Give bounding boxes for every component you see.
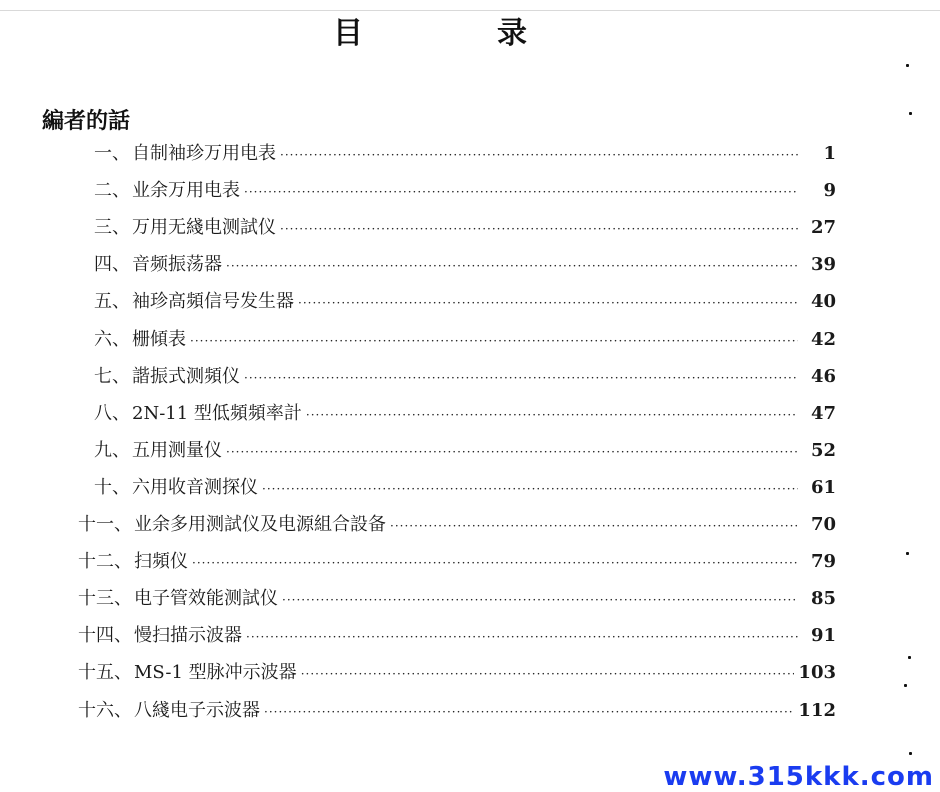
toc-row [78,696,836,726]
toc-row [78,584,836,614]
toc-leader-dots [298,288,798,318]
toc-chapter-number: 九、 [94,439,130,461]
toc-chapter-number: 十四、 [78,625,132,647]
toc-row [94,213,836,243]
toc-chapter-title: 袖珍高頻信号发生器 [132,291,294,313]
toc-page-number: 1 [823,143,836,164]
toc-page-number: 40 [810,291,836,313]
preface-heading: 編者的話 [42,109,131,134]
toc-chapter-number: 十五、 [78,662,132,684]
scan-speck [904,684,907,687]
toc-chapter-title: 扫頻仪 [134,551,188,573]
toc-leader-dots [262,474,798,504]
toc-chapter-title: 自制袖珍万用电表 [132,143,276,164]
toc-row [94,139,836,169]
toc-page-number: 46 [810,365,836,387]
toc-leader-dots [301,659,795,689]
toc-leader-dots [282,585,798,615]
toc-chapter-number: 十一、 [78,514,132,535]
toc-chapter-number: 十三、 [78,588,132,610]
toc-chapter-title: 八綫电子示波器 [134,699,260,721]
toc-chapter-number: 四、 [94,254,130,276]
toc-chapter-number: 十六、 [78,699,132,721]
toc-row [94,362,836,392]
toc-chapter-number: 十二、 [78,551,132,573]
toc-page-number: 85 [810,588,836,610]
toc-chapter-title: 业余万用电表 [132,180,240,202]
toc-page-number: 52 [810,439,836,461]
toc-row [94,250,836,280]
toc-leader-dots [306,400,798,430]
toc-row [78,621,836,651]
toc-chapter-number: 七、 [94,365,130,387]
toc-row [94,436,836,466]
toc-chapter-title: 音频振荡器 [132,254,222,276]
toc-chapter-number: 八、 [94,402,130,424]
toc-chapter-title: 万用无綫电测試仪 [132,217,276,239]
toc-page-number: 79 [810,551,836,573]
toc-row [94,176,836,206]
scan-speck [906,64,909,67]
scan-speck [909,112,912,115]
toc-chapter-title: 慢扫描示波器 [134,625,242,647]
page-title: 目 录 [333,16,579,51]
toc-chapter-title: 业余多用测試仪及电源組合設备 [134,514,386,535]
toc-row [94,473,836,503]
toc-page-number: 47 [810,402,836,424]
toc-page-number: 42 [810,328,836,350]
toc-page-number: 61 [810,476,836,498]
toc-chapter-title: 六用收音测探仪 [132,476,258,498]
toc-page-number: 27 [810,217,836,239]
scan-speck [909,752,912,755]
toc-chapter-title: 五用测量仪 [132,439,222,461]
toc-page-number: 70 [810,514,836,535]
scan-speck [908,656,911,659]
toc-leader-dots [226,251,798,281]
toc-chapter-number: 三、 [94,217,130,239]
toc-leader-dots [190,326,798,356]
toc-leader-dots [246,622,798,652]
toc-row [94,325,836,355]
toc-row [94,399,836,429]
toc-page-number: 9 [823,180,836,202]
toc-row [78,547,836,577]
toc-leader-dots [280,140,798,170]
toc-leader-dots [264,697,794,727]
toc-chapter-title: 栅傾表 [132,328,186,350]
toc-chapter-number: 二、 [94,180,130,202]
toc-chapter-title: 2N-11 型低頻頻率計 [132,402,302,424]
scan-speck [906,552,909,555]
toc-chapter-number: 五、 [94,291,130,313]
toc-chapter-title: MS-1 型脉冲示波器 [134,662,297,684]
toc-chapter-title: 电子管效能测試仪 [134,588,278,610]
toc-leader-dots [192,548,798,578]
toc-row [78,658,836,688]
toc-leader-dots [390,511,798,541]
toc-page-number: 39 [810,254,836,276]
toc-leader-dots [244,177,798,207]
toc-leader-dots [226,437,798,467]
toc-chapter-number: 十、 [94,476,130,498]
toc-leader-dots [244,363,798,393]
toc-chapter-title: 諧振式测頻仪 [132,365,240,387]
watermark-url: www.315kkk.com [663,762,934,792]
toc-row [94,287,836,317]
toc-leader-dots [280,214,798,244]
toc-row [78,510,836,540]
toc-chapter-number: 六、 [94,328,130,350]
toc-page-number: 103 [798,662,836,684]
toc-page-number: 112 [798,699,836,721]
toc-chapter-number: 一、 [94,143,130,164]
toc-page-number: 91 [810,625,836,647]
